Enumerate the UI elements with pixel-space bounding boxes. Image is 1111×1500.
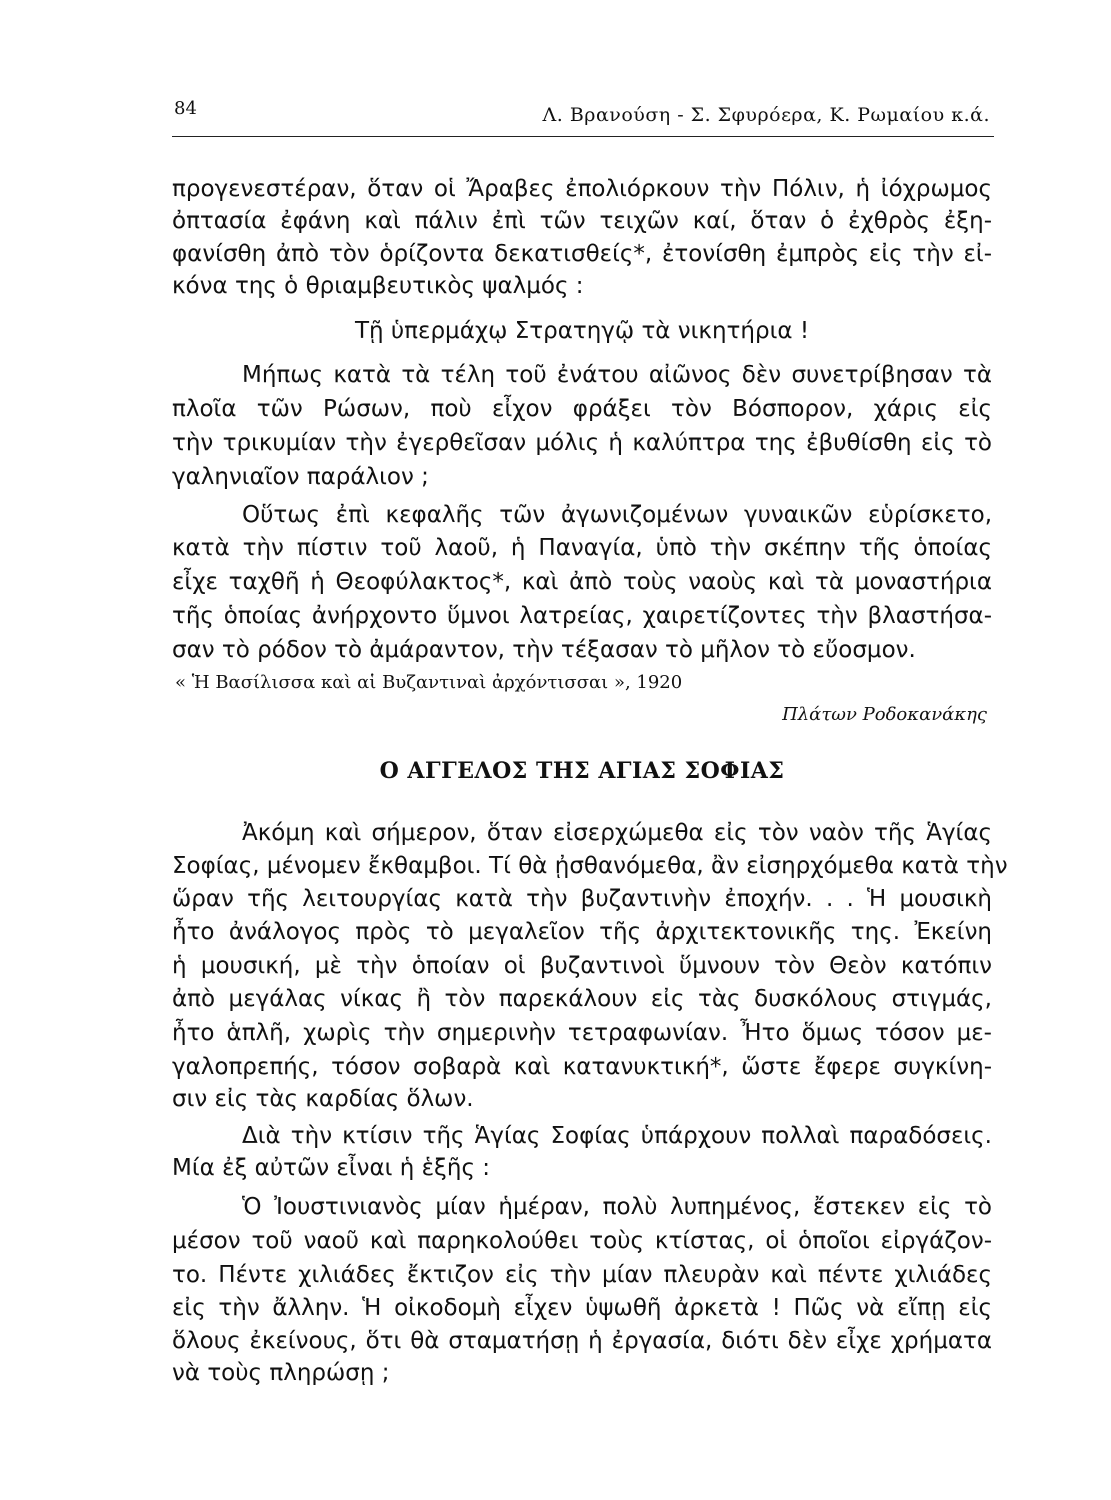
text-line: μέσον τοῦ ναοῦ καὶ παρηκολούθει τοὺς κτίστας, οἱ ὁποῖοι εἰργάζον-	[172, 1228, 992, 1254]
text-line: γαληνιαῖον παράλιον ;	[172, 464, 429, 490]
text-line: εἶχε ταχθῆ ἡ Θεοφύλακτος*, καὶ ἀπὸ τοὺς ναοὺς καὶ τὰ μοναστήρια	[172, 569, 992, 595]
text-line: το. Πέντε χιλιάδες ἔκτιζον εἰς τὴν μίαν πλευρὰν καὶ πέντε χιλιάδες	[172, 1262, 992, 1288]
source-citation: « Ἡ Βασίλισσα καὶ αἱ Βυζαντιναὶ ἀρχόντισσαι », 1920	[175, 672, 683, 693]
text-line: ἡ μουσική, μὲ τὴν ὁποίαν οἱ βυζαντινοὶ ὕμνουν τὸν Θεὸν κατόπιν	[172, 953, 992, 979]
page-header	[172, 96, 994, 137]
text-line: ἦτο ἁπλῆ, χωρὶς τὴν σημερινὴν τετραφωνίαν. Ἦτο ὅμως τόσον με-	[172, 1020, 992, 1046]
text-line: τῆς ὁποίας ἀνήρχοντο ὕμνοι λατρείας, χαιρετίζοντες τὴν βλαστήσα-	[172, 603, 992, 629]
text-line: Διὰ τὴν κτίσιν τῆς Ἁγίας Σοφίας ὑπάρχουν πολλαὶ παραδόσεις.	[242, 1123, 992, 1149]
text-line: Μία ἐξ αὐτῶν εἶναι ἡ ἑξῆς :	[172, 1155, 491, 1181]
text-line: Οὕτως ἐπὶ κεφαλῆς τῶν ἀγωνιζομένων γυναικῶν εὑρίσκετο,	[242, 502, 992, 528]
text-line: σιν εἰς τὰς καρδίας ὅλων.	[172, 1086, 474, 1112]
text-line: Ὁ Ἰουστινιανὸς μίαν ἡμέραν, πολὺ λυπημένος, ἔστεκεν εἰς τὸ	[242, 1194, 992, 1220]
text-line: Σοφίας, μένομεν ἔκθαμβοι. Τί θὰ ᾐσθανόμεθα, ἂν εἰσηρχόμεθα κατὰ τὴν	[172, 853, 1008, 879]
text-line: φανίσθη ἀπὸ τὸν ὁρίζοντα δεκατισθείς*, ἐτονίσθη ἐμπρὸς εἰς τὴν εἰ-	[172, 241, 992, 267]
text-line: ἦτο ἀνάλογος πρὸς τὸ μεγαλεῖον τῆς ἀρχιτεκτονικῆς της. Ἐκείνη	[172, 919, 992, 945]
text-line: τὴν τρικυμίαν τὴν ἐγερθεῖσαν μόλις ἡ καλύπτρα της ἐβυθίσθη εἰς τὸ	[172, 430, 992, 456]
text-line: Μήπως κατὰ τὰ τέλη τοῦ ἐνάτου αἰῶνος δὲν συνετρίβησαν τὰ	[242, 362, 992, 388]
text-line: εἰς τὴν ἄλλην. Ἡ οἰκοδομὴ εἶχεν ὑψωθῆ ἀρκετὰ ! Πῶς νὰ εἴπῃ εἰς	[172, 1295, 992, 1321]
author-signature: Πλάτων Ροδοκανάκης	[782, 704, 987, 725]
text-line: σαν τὸ ρόδον τὸ ἀμάραντον, τὴν τέξασαν τὸ μῆλον τὸ εὔοσμον.	[172, 637, 916, 663]
text-line: κόνα της ὁ θριαμβευτικὸς ψαλμός :	[172, 273, 584, 299]
text-line: Ἀκόμη καὶ σήμερον, ὅταν εἰσερχώμεθα εἰς τὸν ναὸν τῆς Ἁγίας	[242, 820, 992, 846]
text-line: προγενεστέραν, ὅταν οἱ Ἄραβες ἐπολιόρκουν τὴν Πόλιν, ἡ ἰόχρωμος	[172, 176, 992, 202]
text-line: ὅλους ἐκείνους, ὅτι θὰ σταματήσῃ ἡ ἐργασία, διότι δὲν εἶχε χρήματα	[172, 1328, 992, 1354]
text-line: κατὰ τὴν πίστιν τοῦ λαοῦ, ἡ Παναγία, ὑπὸ τὴν σκέπην τῆς ὁποίας	[172, 535, 992, 561]
running-head: Λ. Βρανούση - Σ. Σφυρόερα, Κ. Ρωμαίου κ.ά.	[542, 104, 990, 126]
page-number: 84	[174, 98, 197, 119]
text-line: γαλοπρεπής, τόσον σοβαρὰ καὶ κατανυκτική*, ὥστε ἔφερε συγκίνη-	[172, 1054, 992, 1080]
text-line: πλοῖα τῶν Ρώσων, ποὺ εἶχον φράξει τὸν Βόσπορον, χάρις εἰς	[172, 396, 992, 422]
text-line: νὰ τοὺς πληρώσῃ ;	[172, 1360, 390, 1386]
text-line: ἀπὸ μεγάλας νίκας ἢ τὸν παρεκάλουν εἰς τὰς δυσκόλους στιγμάς,	[172, 986, 992, 1012]
section-title: Ο ΑΓΓΕΛΟΣ ΤΗΣ ΑΓΙΑΣ ΣΟΦΙΑΣ	[379, 758, 785, 784]
text-line: ὥραν τῆς λειτουργίας κατὰ τὴν βυζαντινὴν ἐποχήν. . . Ἡ μουσικὴ	[172, 886, 992, 912]
hymn-line: Τῇ ὑπερμάχῳ Στρατηγῷ τὰ νικητήρια !	[354, 318, 810, 344]
text-line: ὀπτασία ἐφάνη καὶ πάλιν ἐπὶ τῶν τειχῶν καί, ὅταν ὁ ἐχθρὸς ἐξη-	[172, 208, 992, 234]
